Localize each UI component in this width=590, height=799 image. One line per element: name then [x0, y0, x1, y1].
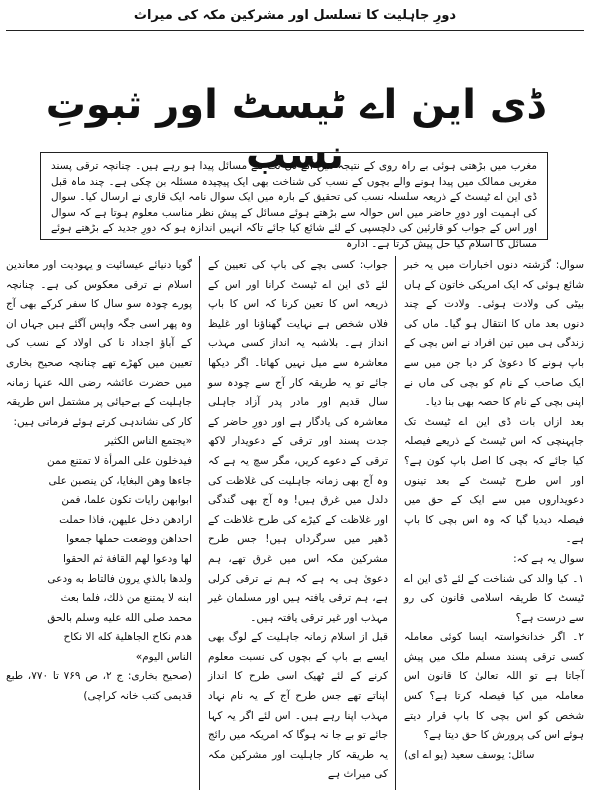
- quote-line: ابوابهن رايات تكون علما، فمن: [61, 494, 192, 507]
- header-rule: [6, 30, 584, 31]
- question-item: ۲۔ اگر خدانخواستہ ایسا کوئی معاملہ کسی ترقی پسند مسلم ملک میں پیش آجاتا ہے تو اللہ تعالیٰ کا قانون اس معاملہ میں کیا فیصلہ کرتا ہے؟ کس شخص کو اس بچی کا باپ قرار دیتے ہوئے اس کی پرورش کا حق دیتا ہے؟: [404, 631, 584, 742]
- quote-line: ارادهن دخل عليهن، فاذا حملت: [59, 513, 192, 526]
- intro-text: مغرب میں بڑھتی ہوئی بے راہ روی کے نتیجہ میں آئے دن نت نئے مسائل پیدا ہو رہے ہیں۔ چنانچہ ترقی پسند مغربی ممالک میں پیدا ہونے والے بچوں کے نسب کی شناخت بھی ایک پیچیدہ مسئلہ بن چکی ہے۔ چند ماہ قبل ڈی این اے ٹیسٹ کے ذریعہ سلسلہ نسب کی تحقیق کے بارہ میں ایک سوال نامہ ایک قاری نے ارسال کیا۔ سوال کی اہمیت اور دورِ حاضر میں اس حوالہ سے بڑھتے ہوئے مسائل کے پیش نظر مناسب معلوم ہوتا ہے کہ سوال اور اس کے جواب کو قارئین کی دلچسپی کے لئے شائع کیا جائے تاکہ انہیں اندازہ ہو کہ دورِ جدید کے بڑھتے ہوئے مسائل کا اسلام کیا حل پیش کرتا ہے۔ ادارہ: [51, 160, 537, 250]
- question-paragraph: بعد ازاں بات ڈی این اے ٹیسٹ تک جاپہنچی کہ اس ٹیسٹ کے ذریعے فیصلہ کیا جائے کہ بچی کا اصل باپ کون ہے؟ اور اس طرح ٹیسٹ کے بعد تینوں دعویداروں میں سے ایک کے حق میں فیصلہ دیدیا گیا کہ وہ اس بچی کا باپ ہے۔: [404, 415, 584, 546]
- hadith-reference: (صحیح بخاری: ج ۲، ص ۷۶۹ تا ۷۷۰، طبع قدیمی کتب خانہ کراچی): [6, 670, 193, 703]
- question-paragraph: سوال: گزشتہ دنوں اخبارات میں یہ خبر شائع ہوئی کہ ایک امریکی خاتون کے ہاں بیٹی کی ولادت ہوئی۔ ولادت کے چند دنوں بعد ماں کا انتقال ہو گیا۔ ماں کی زندگی ہی میں تین افراد نے اس بچی کے باپ ہونے کا دعویٰ کر دیا جن میں سے ایک صاحب کے نام کو بچی کی ماں نے اپنی بچی کے نام کا حصہ بھی بنا دیا۔: [404, 259, 584, 409]
- quote-line: محمد صلى الله عليه وسلم بالحق: [47, 611, 192, 624]
- quote-line: جاءها وهن البغايا، كن ينصبن على: [48, 474, 192, 487]
- quote-line: هدم نكاح الجاهلية كله الا نكاح: [63, 631, 192, 644]
- column-left: [6, 256, 192, 790]
- column-divider: [395, 256, 396, 790]
- hadith-quote: [6, 432, 192, 667]
- question-paragraph: سوال یہ ہے کہ:: [513, 552, 584, 565]
- intro-box: [40, 152, 548, 250]
- column-right: [404, 256, 584, 790]
- answer-paragraph: جواب: کسی بچے کی باپ کی تعیین کے لئے ڈی این اے ٹیسٹ کرانا اور اس کے ذریعہ اس کا تعین کرنا کہ اس کا باپ فلاں شخص ہے نہایت گھناؤنا اور غلیظ انداز ہے۔ بلاشبہ یہ انداز کسی مہذب معاشرہ سے میل نہیں کھاتا۔ اگر دیکھا جائے تو یہ طریقہ کار آج سے چودہ سو سال قدیم اور مادر پدر آزاد جاہلی معاشرہ کی یادگار ہے اور دورِ حاضر کے جدت پسند اور ترقی کے دعویدار لاکھ ترقی کے دعوے کریں، مگر سچ یہ ہے کہ وہ آج بھی زمانہ جاہلیت کی غلاظت کی دلدل میں غرق ہیں! وہ آج بھی گندگی اور غلاظت کے کیڑے کی طرح غلاظت کے ڈھیر میں سرگرداں ہیں! جس طرح مشرکین مکہ اس میں غرق تھے، ہم دعویٰ ہی یہ ہے کہ ہم نے ترقی کرلی ہے، ہم ترقی یافتہ ہیں اور مسلمان غیر مہذب اور غیر ترقی یافتہ ہیں۔: [208, 259, 388, 624]
- article-title: ڈی این اے ٹیسٹ اور ثبوتِ نسب: [45, 82, 545, 178]
- quote-line: فيدخلون على المرأة لا تمتنع ممن: [47, 454, 192, 467]
- series-header: دورِ جاہلیت کا تسلسل اور مشرکین مکہ کی میراث: [133, 8, 457, 23]
- article-columns: [6, 256, 584, 790]
- answer-paragraph: گویا دنیائے عیسائیت و یہودیت اور معاندین اسلام نے ترقی معکوس کی ہے۔ چنانچہ پورے چودہ سو سال کا سفر کرکے بھی آج وہ پھر اسی جگہ واپس آگئے ہیں جہاں ان کے آباؤ اجداد نا کی اولاد کے نسب کی تعیین میں کھڑے تھے چنانچہ صحیح بخاری میں حضرت عائشہ رضی اللہ عنہا زمانہ جاہلیت کے بےحیائی پر مشتمل اس طریقہ کار کی نشاندہی کرتے ہوئے فرماتی ہیں:: [6, 259, 192, 428]
- question-item: ۱۔ کیا والد کی شناخت کے لئے ڈی این اے ٹیسٹ کا طریقہ اسلامی قانون کی رو سے درست ہے؟: [404, 572, 584, 624]
- quote-line: «يجتمع الناس الكثير: [105, 435, 192, 448]
- quote-line: احداهن ووضعت حملها جمعوا: [66, 533, 192, 546]
- quote-line: ابنه لا يمتنع من ذلك، فلما بعث: [60, 592, 192, 605]
- quote-line: ولدها بالذي يرون فالتاط به ودعى: [47, 572, 192, 585]
- questioner-signature: سائل: یوسف سعید (یو اے ای): [404, 748, 535, 761]
- answer-paragraph: قبل از اسلام زمانہ جاہلیت کے لوگ بھی ایسے بے باپ کے بچوں کی نسبت معلوم کرنے کے لئے ٹھیک اسی طرح کا انداز اپناتے تھے جس طرح آج کے یہ نام نہاد مہذب اپنا رہے ہیں۔ اس لئے اگر یہ کہا جائے تو بے جا نہ ہوگا کہ امریکہ میں رائج یہ طریقہ کار جاہلیت اور مشرکین مکہ کی میراث ہے: [208, 631, 388, 781]
- quote-line: لها ودعوا لهم القافة ثم الحقوا: [62, 552, 192, 565]
- column-divider: [199, 256, 200, 790]
- quote-line: الناس اليوم»: [135, 650, 192, 663]
- column-middle: [208, 256, 388, 790]
